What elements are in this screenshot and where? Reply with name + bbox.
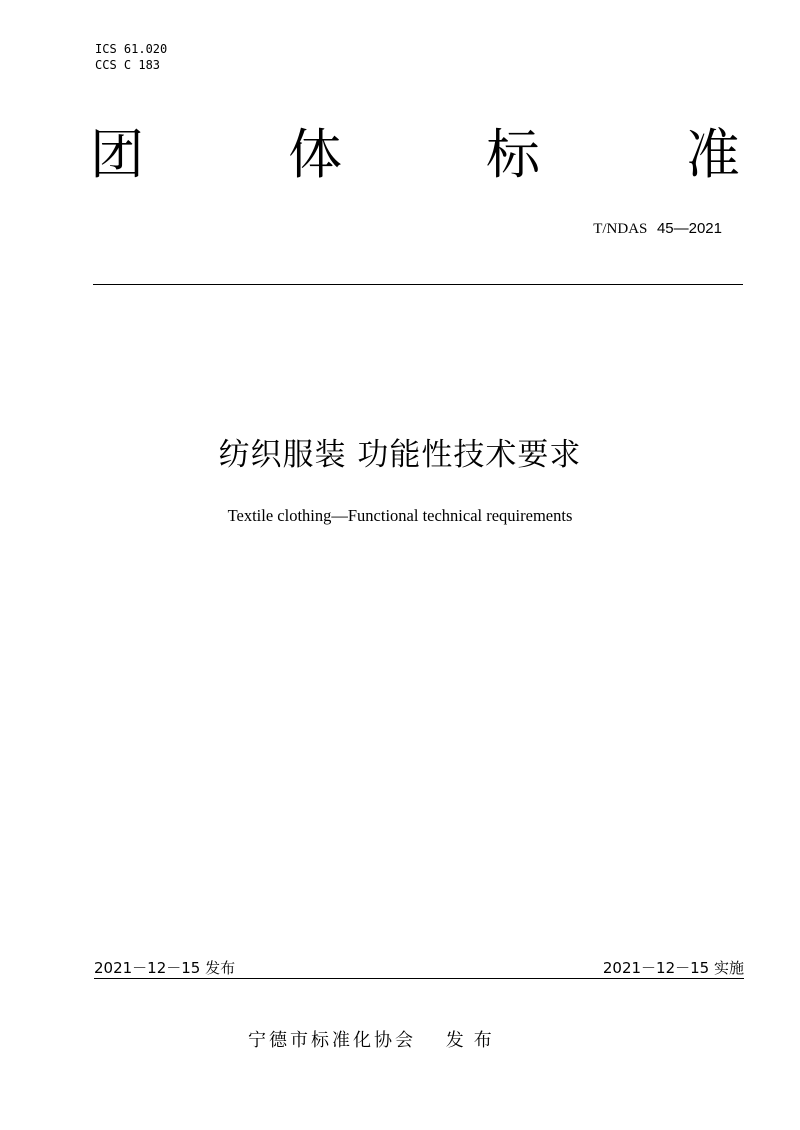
ics-code: ICS 61.020: [95, 42, 168, 56]
footer-divider: [94, 978, 744, 979]
standard-number-prefix: T/NDAS: [593, 221, 648, 237]
issuer-action: 发布: [445, 1030, 502, 1051]
classification-codes: [95, 41, 167, 73]
dates-row: [94, 958, 744, 980]
document-title-english: Textile clothing—Functional technical requirements: [227, 506, 573, 525]
issue-date: 2021－12－15 发布: [94, 959, 236, 977]
heading-char-4: 准: [686, 123, 740, 186]
ccs-code: CCS C 183: [95, 58, 161, 72]
issuing-organization: 宁德市标准化协会: [248, 1030, 416, 1051]
standard-number: [593, 218, 722, 239]
standard-number-value: 45—2021: [656, 220, 722, 237]
heading-char-2: 体: [288, 123, 342, 186]
heading-char-3: 标: [486, 123, 540, 186]
heading-char-1: 团: [90, 123, 144, 186]
issuer-line: [248, 1029, 502, 1053]
document-title-chinese: 纺织服装 功能性技术要求: [218, 437, 582, 473]
header-divider: [93, 284, 743, 285]
standard-type-heading: [90, 120, 742, 190]
effective-date: 2021－12－15 实施: [602, 959, 744, 977]
